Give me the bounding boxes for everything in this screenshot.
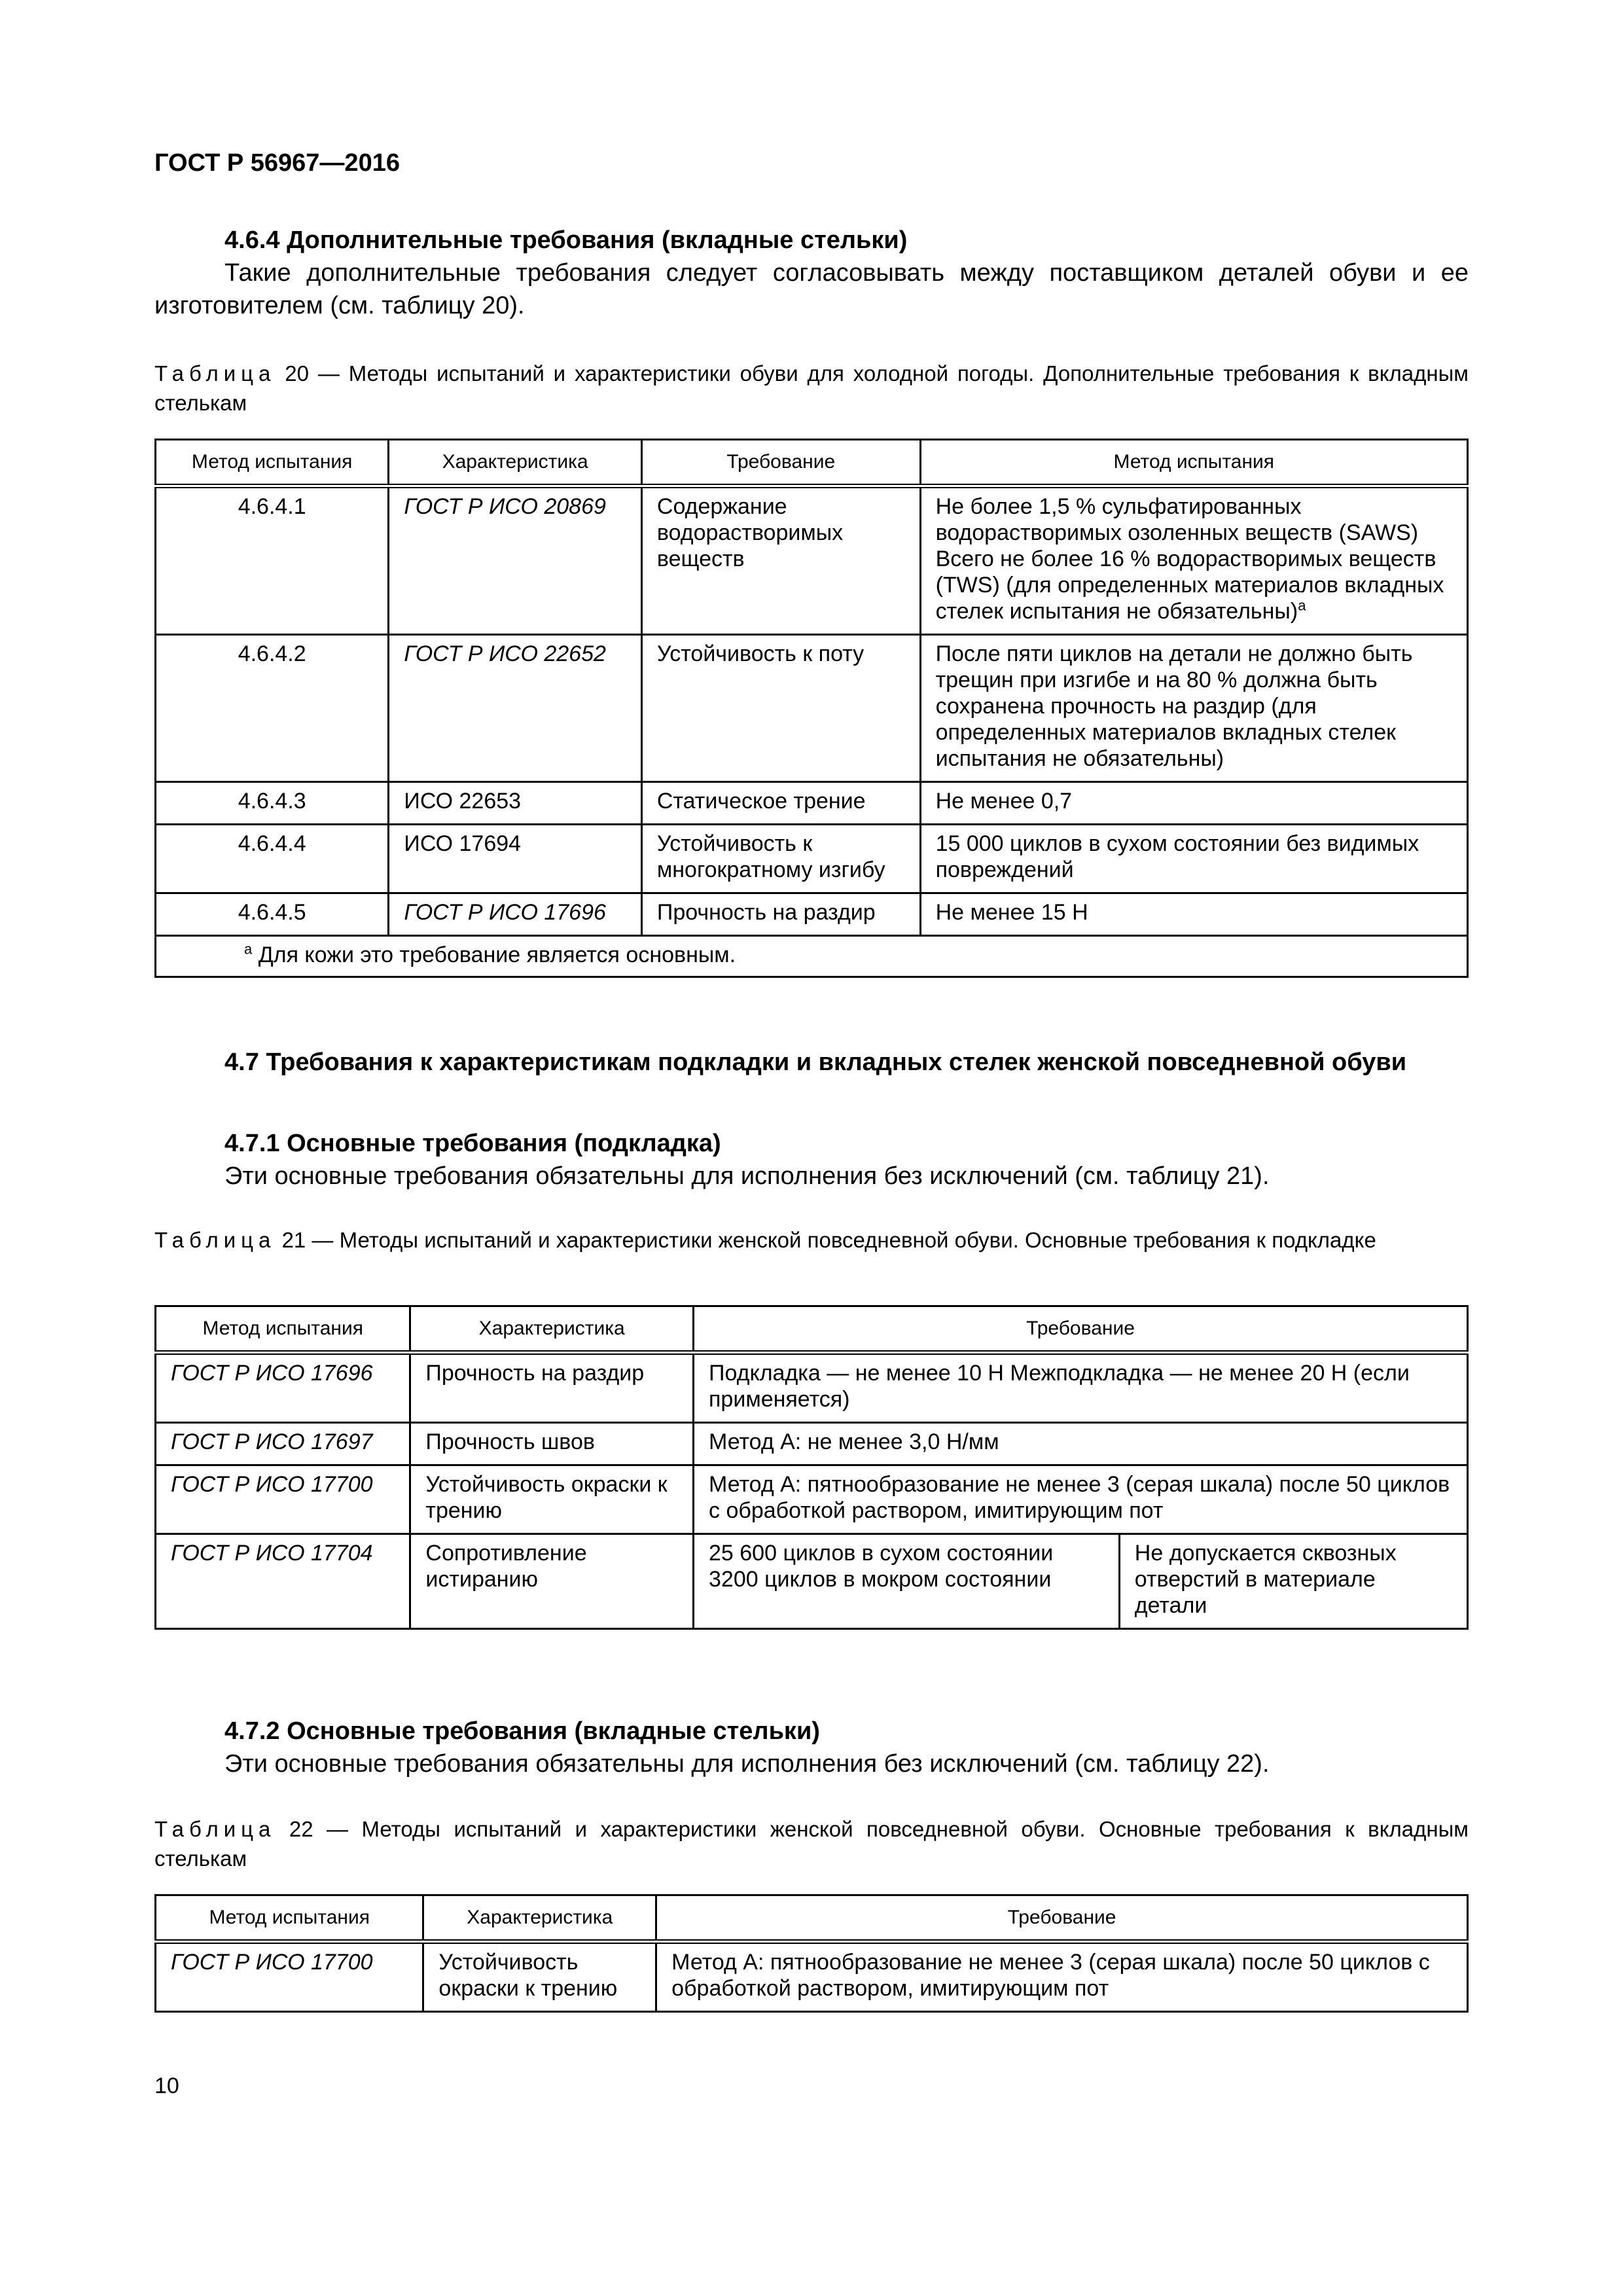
requirement: После пяти циклов на детали не должно быть трещин при изгибе и на 80 % должна быть сохранена прочность на раздир (для определенных материалов вкладных стелек испытания не обязательны) [920,635,1467,782]
section-4-7-2 [154,1715,1469,1780]
clause-number: 4.6.4.4 [156,825,389,893]
requirement: Подкладка — не менее 10 Н Межподкладка — не менее 20 Н (если применяется) [694,1353,1468,1423]
column-header: Требование [641,440,920,486]
table-row [156,782,1468,825]
caption-text: 21 — Методы испытаний и характеристики женской повседневной обуви. Основные требования к подкладке [281,1228,1376,1252]
table-20-caption [154,359,1469,418]
standard-ref: ИСО 17694 [389,825,642,893]
caption-label: Таблица [154,361,276,386]
table-21-caption [154,1225,1469,1255]
footnote-mark: а [244,941,253,958]
paragraph: Эти основные требования обязательны для исполнения без исключений (см. таблицу 22). [224,1750,1270,1778]
standard-ref: ГОСТ Р ИСО 17697 [156,1423,410,1465]
table-row [156,1534,1468,1629]
column-header: Характеристика [423,1895,656,1942]
characteristic: Сопротивление истиранию [410,1534,694,1629]
column-header: Характеристика [389,440,642,486]
clause-number: 4.6.4.5 [156,893,389,936]
section-title: 4.7.2 Основные требования (вкладные стельки) [224,1717,820,1745]
section-4-7-1 [154,1127,1469,1193]
requirement: 25 600 циклов в сухом состоянии 3200 циклов в мокром состоянии [694,1534,1120,1629]
characteristic: Прочность на раздир [410,1353,694,1423]
clause-number: 4.6.4.2 [156,635,389,782]
table-header-row [156,440,1468,486]
characteristic: Прочность на раздир [641,893,920,936]
standard-ref: ГОСТ Р ИСО 20869 [389,486,642,635]
section-title: 4.7.1 Основные требования (подкладка) [224,1130,721,1157]
caption-text: 22 — Методы испытаний и характеристики женской повседневной обуви. Основные требования к вкладным стелькам [154,1817,1469,1871]
characteristic: Статическое трение [641,782,920,825]
paragraph: Эти основные требования обязательны для исполнения без исключений (см. таблицу 21). [224,1162,1270,1190]
table-row [156,1423,1468,1465]
table-row [156,635,1468,782]
table-20 [154,439,1469,978]
characteristic: Устойчивость к поту [641,635,920,782]
standard-ref: ГОСТ Р ИСО 17696 [389,893,642,936]
requirement: Метод А: пятнообразование не менее 3 (серая шкала) после 50 циклов с обработкой раствором, имитирующим пот [656,1942,1468,2012]
table-footnote-row [156,936,1468,977]
footnote-mark: а [1298,597,1306,614]
column-header: Метод испытания [156,1895,423,1942]
table-row [156,486,1468,635]
standard-ref: ГОСТ Р ИСО 17700 [156,1942,423,2012]
column-header: Метод испытания [920,440,1467,486]
column-header: Метод испытания [156,440,389,486]
column-header: Характеристика [410,1306,694,1353]
table-row [156,893,1468,936]
table-21 [154,1305,1469,1630]
requirement: Метод А: пятнообразование не менее 3 (серая шкала) после 50 циклов с обработкой раствором, имитирующим пот [694,1465,1468,1534]
standard-ref: ГОСТ Р ИСО 17704 [156,1534,410,1629]
standard-ref: ГОСТ Р ИСО 17696 [156,1353,410,1423]
table-row [156,1942,1468,2012]
page-number: 10 [154,2073,179,2098]
column-header: Требование [694,1306,1468,1353]
caption-label: Таблица [154,1228,276,1252]
section-4-7 [154,1046,1469,1079]
requirement: 15 000 циклов в сухом состоянии без видимых повреждений [920,825,1467,893]
characteristic: Устойчивость окраски к трению [423,1942,656,2012]
table-22 [154,1894,1469,2013]
requirement: Метод А: не менее 3,0 Н/мм [694,1423,1468,1465]
requirement: Не менее 15 Н [920,893,1467,936]
column-header: Требование [656,1895,1468,1942]
table-header-row [156,1306,1468,1353]
caption-label: Таблица [154,1817,276,1841]
section-4-6-4 [154,224,1469,322]
caption-text: 20 — Методы испытаний и характеристики обуви для холодной погоды. Дополнительные требования к вкладным стелькам [154,361,1469,415]
clause-number: 4.6.4.1 [156,486,389,635]
characteristic: Устойчивость к многократному изгибу [641,825,920,893]
table-row [156,1465,1468,1534]
standard-ref: ГОСТ Р ИСО 17700 [156,1465,410,1534]
standard-ref: ИСО 22653 [389,782,642,825]
table-footnote: $^а$ Для кожи это требование является основным. [156,936,1468,977]
clause-number: 4.6.4.3 [156,782,389,825]
characteristic: Устойчивость окраски к трению [410,1465,694,1534]
characteristic: Прочность швов [410,1423,694,1465]
requirement: Не более 1,5 % сульфатированных водорастворимых озоленных веществ (SAWS) Всего не более 16 % водорастворимых веществ (TWS) (для определенных материалов вкладных стелек испытания не обязательны)$^а$ [920,486,1467,635]
table-row [156,1353,1468,1423]
table-row [156,825,1468,893]
document-header: ГОСТ Р 56967—2016 [154,149,400,177]
characteristic: Содержание водорастворимых веществ [641,486,920,635]
paragraph: Такие дополнительные требования следует согласовывать между поставщиком деталей обуви и ее изготовителем (см. таблицу 20). [154,259,1469,319]
section-title: 4.7 Требования к характеристикам подкладки и вкладных стелек женской повседневной обуви [224,1049,1407,1076]
section-title: 4.6.4 Дополнительные требования (вкладные стельки) [224,226,908,254]
standard-ref: ГОСТ Р ИСО 22652 [389,635,642,782]
requirement: Не менее 0,7 [920,782,1467,825]
table-header-row [156,1895,1468,1942]
requirement-note: Не допускается сквозных отверстий в материале детали [1119,1534,1467,1629]
column-header: Метод испытания [156,1306,410,1353]
table-22-caption [154,1814,1469,1873]
